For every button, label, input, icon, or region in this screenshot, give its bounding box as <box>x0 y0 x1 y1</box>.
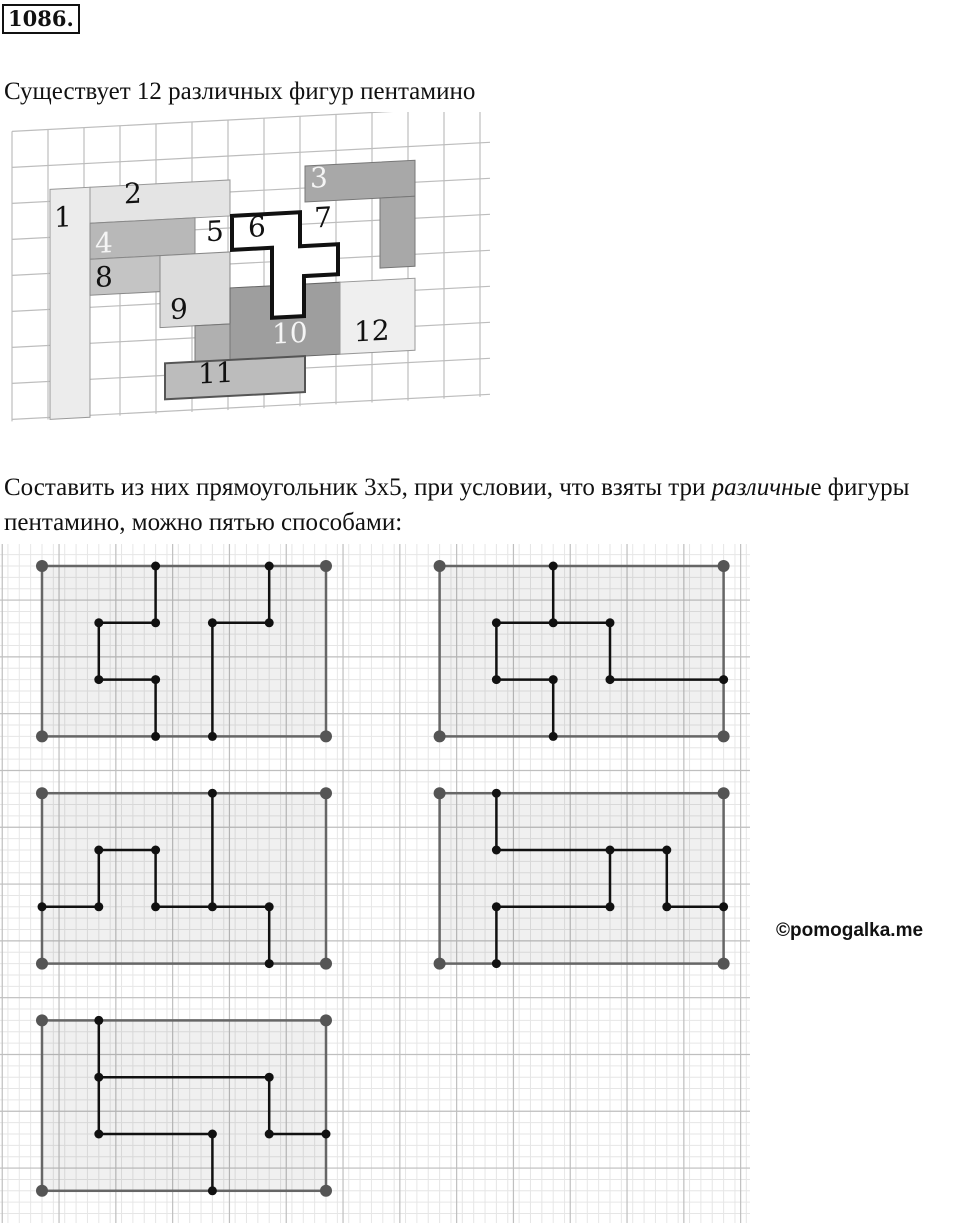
problem-number: 1086. <box>2 4 80 34</box>
corner-point <box>36 958 48 970</box>
vertex-point <box>208 732 217 741</box>
vertex-point <box>492 789 501 798</box>
pentomino-label-3: 3 <box>310 160 328 195</box>
intro-text: Существует 12 различных фигур пентамино <box>4 78 476 105</box>
pentomino-set-image <box>0 112 520 432</box>
vertex-point <box>322 1130 331 1139</box>
vertex-point <box>208 789 217 798</box>
task-text-b: е фигуры <box>810 474 910 501</box>
corner-point <box>320 958 332 970</box>
task-text-line2: пентамино, можно пятью способами: <box>4 509 403 536</box>
solutions-grid <box>0 544 760 1223</box>
vertex-point <box>94 1073 103 1082</box>
vertex-point <box>38 902 47 911</box>
solution-5 <box>36 1014 332 1196</box>
pentomino-label-12: 12 <box>354 313 390 349</box>
vertex-point <box>208 1130 217 1139</box>
vertex-point <box>208 902 217 911</box>
corner-point <box>320 787 332 799</box>
corner-point <box>434 560 446 572</box>
vertex-point <box>265 1073 274 1082</box>
rectangle-3x5 <box>42 793 326 963</box>
pentomino-label-8: 8 <box>95 260 113 295</box>
corner-point <box>320 560 332 572</box>
task-text-a: Составить из них прямоугольник 3x5, при условии, что взяты три <box>4 474 712 501</box>
vertex-point <box>208 1186 217 1195</box>
vertex-point <box>606 846 615 855</box>
corner-point <box>36 1185 48 1197</box>
vertex-point <box>492 618 501 627</box>
pentomino-label-5: 5 <box>206 214 224 249</box>
vertex-point <box>151 732 160 741</box>
vertex-point <box>94 902 103 911</box>
vertex-point <box>265 959 274 968</box>
corner-point <box>718 787 730 799</box>
rectangle-3x5 <box>440 793 724 963</box>
vertex-point <box>492 846 501 855</box>
vertex-point <box>265 1130 274 1139</box>
pentomino-label-11: 11 <box>198 355 234 391</box>
pentomino-label-1: 1 <box>54 200 72 235</box>
vertex-point <box>606 902 615 911</box>
task-text-emphasis: различны <box>711 474 811 501</box>
corner-point <box>36 1014 48 1026</box>
corner-point <box>718 560 730 572</box>
vertex-point <box>151 902 160 911</box>
vertex-point <box>94 1130 103 1139</box>
rectangle-3x5 <box>42 1020 326 1190</box>
vertex-point <box>662 846 671 855</box>
corner-point <box>434 958 446 970</box>
vertex-point <box>94 618 103 627</box>
vertex-point <box>719 902 728 911</box>
vertex-point <box>549 675 558 684</box>
rectangle-3x5 <box>42 566 326 736</box>
vertex-point <box>151 562 160 571</box>
corner-point <box>320 1185 332 1197</box>
vertex-point <box>265 902 274 911</box>
corner-point <box>718 958 730 970</box>
solution-4 <box>434 787 730 969</box>
pentomino-label-7: 7 <box>314 200 332 235</box>
vertex-point <box>265 618 274 627</box>
credit-watermark: ©pomogalka.me <box>776 920 924 941</box>
corner-point <box>36 730 48 742</box>
corner-point <box>36 787 48 799</box>
vertex-point <box>208 618 217 627</box>
corner-point <box>434 730 446 742</box>
solution-3 <box>36 787 332 969</box>
corner-point <box>320 730 332 742</box>
vertex-point <box>662 902 671 911</box>
solution-2 <box>434 560 730 742</box>
vertex-point <box>265 562 274 571</box>
vertex-point <box>94 846 103 855</box>
vertex-point <box>606 618 615 627</box>
vertex-point <box>719 675 728 684</box>
vertex-point <box>94 675 103 684</box>
vertex-point <box>606 675 615 684</box>
vertex-point <box>549 732 558 741</box>
solution-1 <box>36 560 332 742</box>
pentomino-label-10: 10 <box>272 315 308 351</box>
pentomino-label-9: 9 <box>170 292 188 327</box>
vertex-point <box>549 562 558 571</box>
vertex-point <box>549 618 558 627</box>
vertex-point <box>492 902 501 911</box>
piece-11 <box>165 356 305 399</box>
corner-point <box>36 560 48 572</box>
corner-point <box>320 1014 332 1026</box>
vertex-point <box>492 959 501 968</box>
piece-3b <box>380 196 415 268</box>
corner-point <box>434 787 446 799</box>
rectangle-3x5 <box>440 566 724 736</box>
task-text-line1 <box>4 472 909 504</box>
vertex-point <box>492 675 501 684</box>
pentomino-label-6: 6 <box>248 210 266 244</box>
vertex-point <box>151 846 160 855</box>
vertex-point <box>94 1016 103 1025</box>
vertex-point <box>151 618 160 627</box>
pentomino-label-4: 4 <box>95 226 113 261</box>
corner-point <box>718 730 730 742</box>
pentomino-label-2: 2 <box>124 176 142 211</box>
vertex-point <box>151 675 160 684</box>
